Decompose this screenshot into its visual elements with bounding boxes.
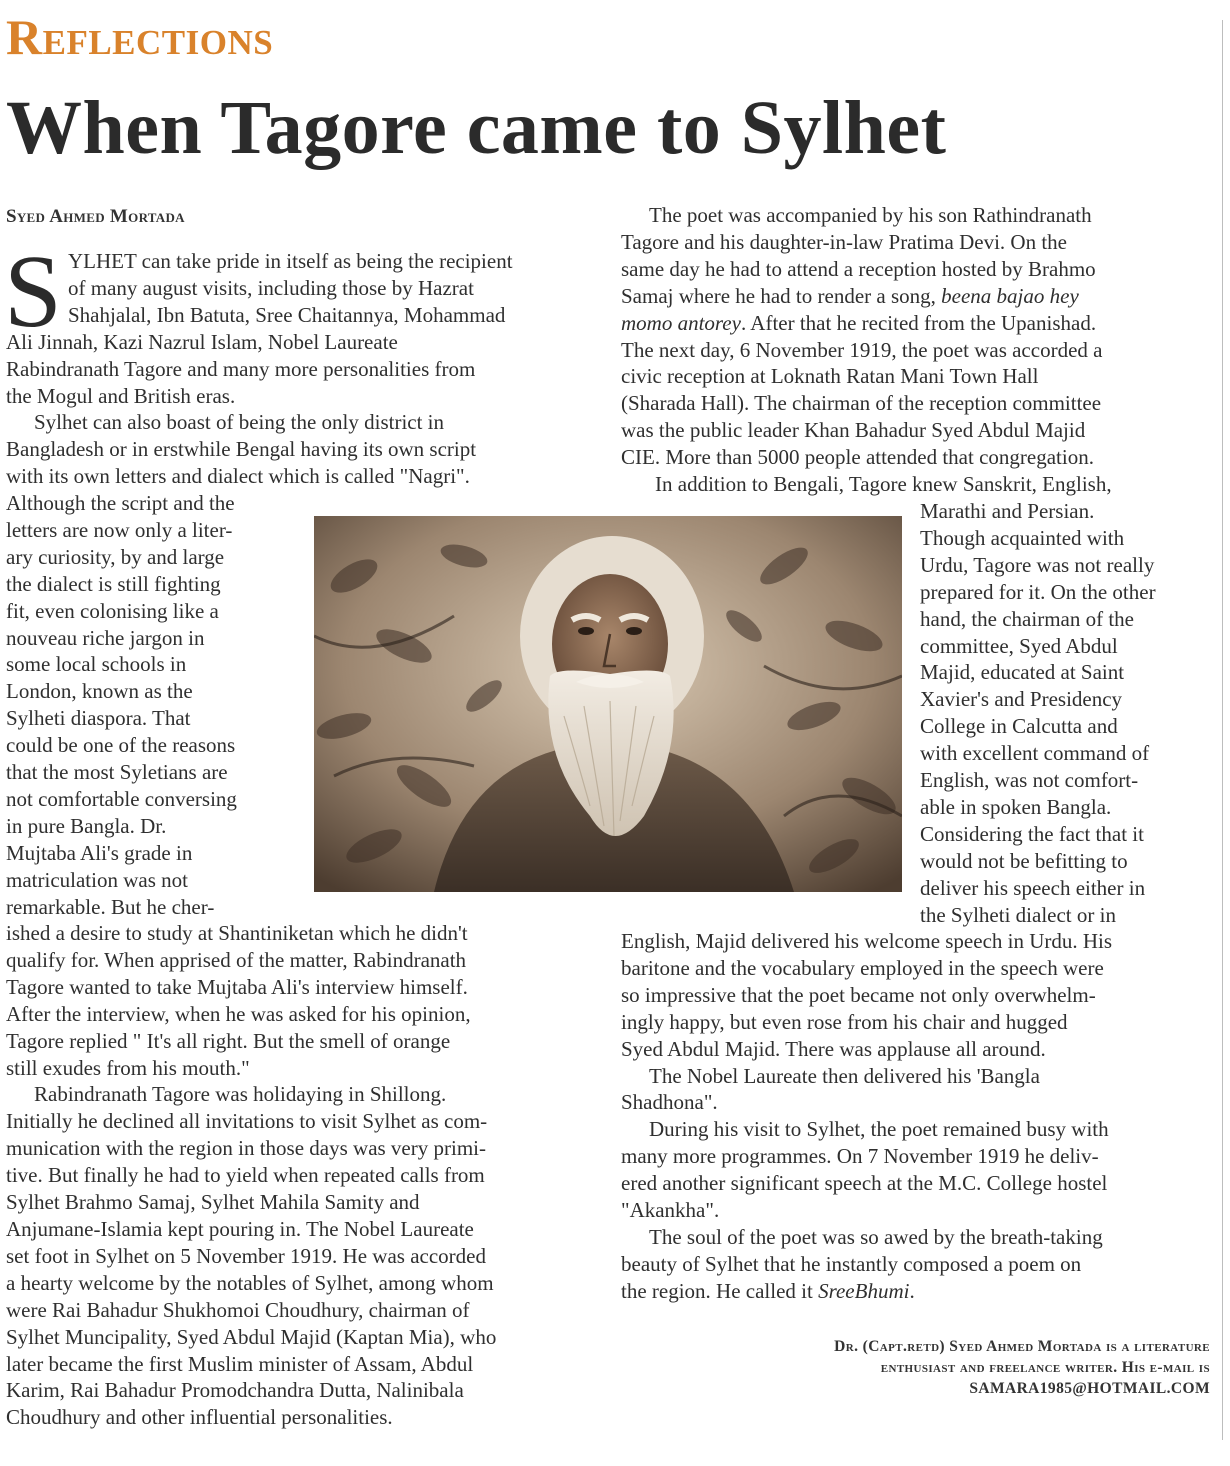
text-line: some local schools in — [6, 652, 187, 677]
col1-intro-paragraph — [6, 248, 606, 490]
text-line: letters are now only a liter- — [6, 517, 233, 542]
author-note-line: Dr. (Capt.retd) Syed Ahmed Mortada is a literature — [834, 1338, 1210, 1355]
text-line: the Mogul and British eras. — [6, 383, 236, 408]
text-line: hand, the chairman of the — [920, 606, 1134, 631]
text-line: Mujtaba Ali's grade in — [6, 840, 193, 865]
text-line: prepared for it. On the other — [920, 579, 1156, 604]
text-line: able in spoken Bangla. — [920, 794, 1112, 819]
author-note — [834, 1336, 1210, 1399]
text-line: Sylhet Brahmo Samaj, Sylhet Mahila Samity and — [6, 1190, 420, 1215]
col1-wrap-around-text — [6, 490, 306, 921]
text-line: CIE. More than 5000 people attended that congregation. — [621, 445, 1094, 470]
text-line: "Akankha". — [621, 1198, 720, 1223]
text-line: Anjumane-Islamia kept pouring in. The Nobel Laureate — [6, 1216, 474, 1241]
text-line: same day he had to attend a reception hosted by Brahmo — [621, 256, 1096, 281]
text-line: During his visit to Sylhet, the poet remained busy with — [649, 1117, 1109, 1142]
text-line: College in Calcutta and — [920, 714, 1118, 739]
text-run: . — [909, 1278, 915, 1303]
col2-lower-text — [621, 928, 1221, 1305]
text-line: Tagore replied " It's all right. But the smell of orange — [6, 1028, 451, 1053]
text-line: ished a desire to study at Shantiniketan which he didn't — [6, 921, 468, 945]
text-line: In addition to Bengali, Tagore knew Sanskrit, English, — [655, 472, 1112, 497]
text-line: qualify for. When apprised of the matter, Rabindranath — [6, 947, 467, 972]
text-line: Sylhet Muncipality, Syed Abdul Majid (Kaptan Mia), who — [6, 1324, 497, 1349]
text-line: not comfortable conversing — [6, 786, 237, 811]
text-line: Rabindranath Tagore was holidaying in Shillong. — [34, 1082, 447, 1107]
text-line — [621, 310, 1221, 337]
text-line: civic reception at Loknath Ratan Mani Town Hall — [621, 364, 1039, 389]
column-rule — [1222, 20, 1223, 1440]
col1-lower-text — [6, 920, 606, 1431]
author-note-line: enthusiast and freelance writer. His e-mail is — [880, 1359, 1210, 1376]
text-line: Choudhury and other influential personalities. — [6, 1405, 393, 1430]
text-line: deliver his speech either in — [920, 875, 1146, 900]
text-run: . After that he recited from the Upanishad. — [740, 310, 1097, 335]
text-line: a hearty welcome by the notables of Sylhet, among whom — [6, 1270, 494, 1295]
text-line: English, Majid delivered his welcome speech in Urdu. His — [621, 929, 1113, 953]
text-line: ingly happy, but even rose from his chair and hugged — [621, 1009, 1068, 1034]
text-line: fit, even colonising like a — [6, 598, 219, 623]
text-line: ered another significant speech at the M.C. College hostel — [621, 1171, 1108, 1196]
text-line: YLHET can take pride in itself as being the recipient — [68, 249, 513, 273]
text-line: with excellent command of — [920, 741, 1150, 766]
text-line: nouveau riche jargon in — [6, 625, 205, 650]
col2-upper-text — [621, 202, 1221, 498]
text-line: of many august visits, including those by Hazrat — [68, 275, 474, 300]
text-line: the dialect is still fighting — [6, 571, 221, 596]
text-line: The next day, 6 November 1919, the poet was accorded a — [621, 337, 1103, 362]
text-line: baritone and the vocabulary employed in the speech were — [621, 955, 1104, 980]
text-line: Majid, educated at Saint — [920, 660, 1125, 685]
text-line: still exudes from his mouth." — [6, 1055, 250, 1080]
text-line: English, was not comfort- — [920, 768, 1139, 793]
text-line: in pure Bangla. Dr. — [6, 813, 167, 838]
text-line: Shadhona". — [621, 1090, 718, 1115]
text-line: Karim, Rai Bahadur Promodchandra Dutta, Nalinibala — [6, 1378, 464, 1403]
text-line: could be one of the reasons — [6, 733, 236, 758]
text-line: many more programmes. On 7 November 1919 he deliv- — [621, 1144, 1099, 1169]
text-line: ary curiosity, by and large — [6, 544, 225, 569]
text-line: Bangladesh or in erstwhile Bengal having its own script — [6, 437, 477, 462]
text-line: Tagore and his daughter-in-law Pratima Devi. On the — [621, 229, 1067, 254]
text-line: Sylhet can also boast of being the only district in — [34, 410, 445, 435]
text-line: tive. But finally he had to yield when repeated calls from — [6, 1163, 485, 1188]
text-line: Though acquainted with — [920, 525, 1125, 550]
text-line: Sylheti diaspora. That — [6, 706, 191, 731]
text-line: Tagore wanted to take Mujtaba Ali's interview himself. — [6, 974, 468, 999]
text-line: Initially he declined all invitations to visit Sylhet as com- — [6, 1109, 488, 1134]
text-line: Urdu, Tagore was not really — [920, 552, 1155, 577]
text-line: so impressive that the poet became not only overwhelm- — [621, 982, 1096, 1007]
text-line: Xavier's and Presidency — [920, 687, 1123, 712]
text-line — [621, 283, 1221, 310]
song-title: momo antorey — [621, 310, 741, 335]
headline: When Tagore came to Sylhet — [6, 86, 947, 170]
col2-wrap-around-text — [920, 498, 1220, 929]
text-line: matriculation was not — [6, 867, 188, 892]
text-line: The poet was accompanied by his son Rathindranath — [649, 203, 1092, 227]
text-line — [621, 1278, 1221, 1305]
text-line: Considering the fact that it — [920, 821, 1144, 846]
text-line: The Nobel Laureate then delivered his 'Bangla — [649, 1063, 1040, 1088]
text-line: London, known as the — [6, 679, 193, 704]
text-line: was the public leader Khan Bahadur Syed Abdul Majid — [621, 418, 1086, 443]
text-line: Ali Jinnah, Kazi Nazrul Islam, Nobel Laureate — [6, 329, 398, 354]
text-line: remarkable. But he cher- — [6, 894, 215, 919]
text-run: Samaj where he had to render a song, — [621, 283, 942, 308]
text-line: would not be befitting to — [920, 848, 1128, 873]
text-line: Marathi and Persian. — [920, 499, 1095, 523]
text-line: Shahjalal, Ibn Batuta, Sree Chaitannya, Mohammad — [68, 302, 506, 327]
text-line: that the most Syletians are — [6, 760, 228, 785]
song-title: beena bajao hey — [941, 283, 1079, 308]
text-line: set foot in Sylhet on 5 November 1919. He was accorded — [6, 1243, 486, 1268]
text-line: munication with the region in those days was very primi- — [6, 1136, 486, 1161]
text-line: Although the script and the — [6, 491, 235, 515]
text-line: Syed Abdul Majid. There was applause all around. — [621, 1036, 1046, 1061]
text-line: with its own letters and dialect which is called "Nagri". — [6, 464, 470, 489]
section-label: Reflections — [6, 9, 274, 65]
drop-cap: S — [4, 234, 62, 349]
text-line: the Sylheti dialect or in — [920, 902, 1116, 927]
text-line: beauty of Sylhet that he instantly composed a poem on — [621, 1251, 1082, 1276]
text-line: Rabindranath Tagore and many more personalities from — [6, 356, 476, 381]
text-line: After the interview, when he was asked for his opinion, — [6, 1001, 471, 1026]
text-line: The soul of the poet was so awed by the breath-taking — [649, 1224, 1103, 1249]
author-email: SAMARA1985@HOTMAIL.COM — [969, 1380, 1210, 1397]
poem-title: SreeBhumi — [818, 1278, 910, 1303]
text-run: the region. He called it — [621, 1278, 819, 1303]
text-line: were Rai Bahadur Shukhomoi Choudhury, chairman of — [6, 1297, 470, 1322]
text-line: later became the first Muslim minister of Assam, Abdul — [6, 1351, 474, 1376]
text-line: (Sharada Hall). The chairman of the reception committee — [621, 391, 1102, 416]
portrait-photo — [314, 516, 902, 892]
text-line: committee, Syed Abdul — [920, 633, 1118, 658]
byline: Syed Ahmed Mortada — [6, 206, 185, 227]
